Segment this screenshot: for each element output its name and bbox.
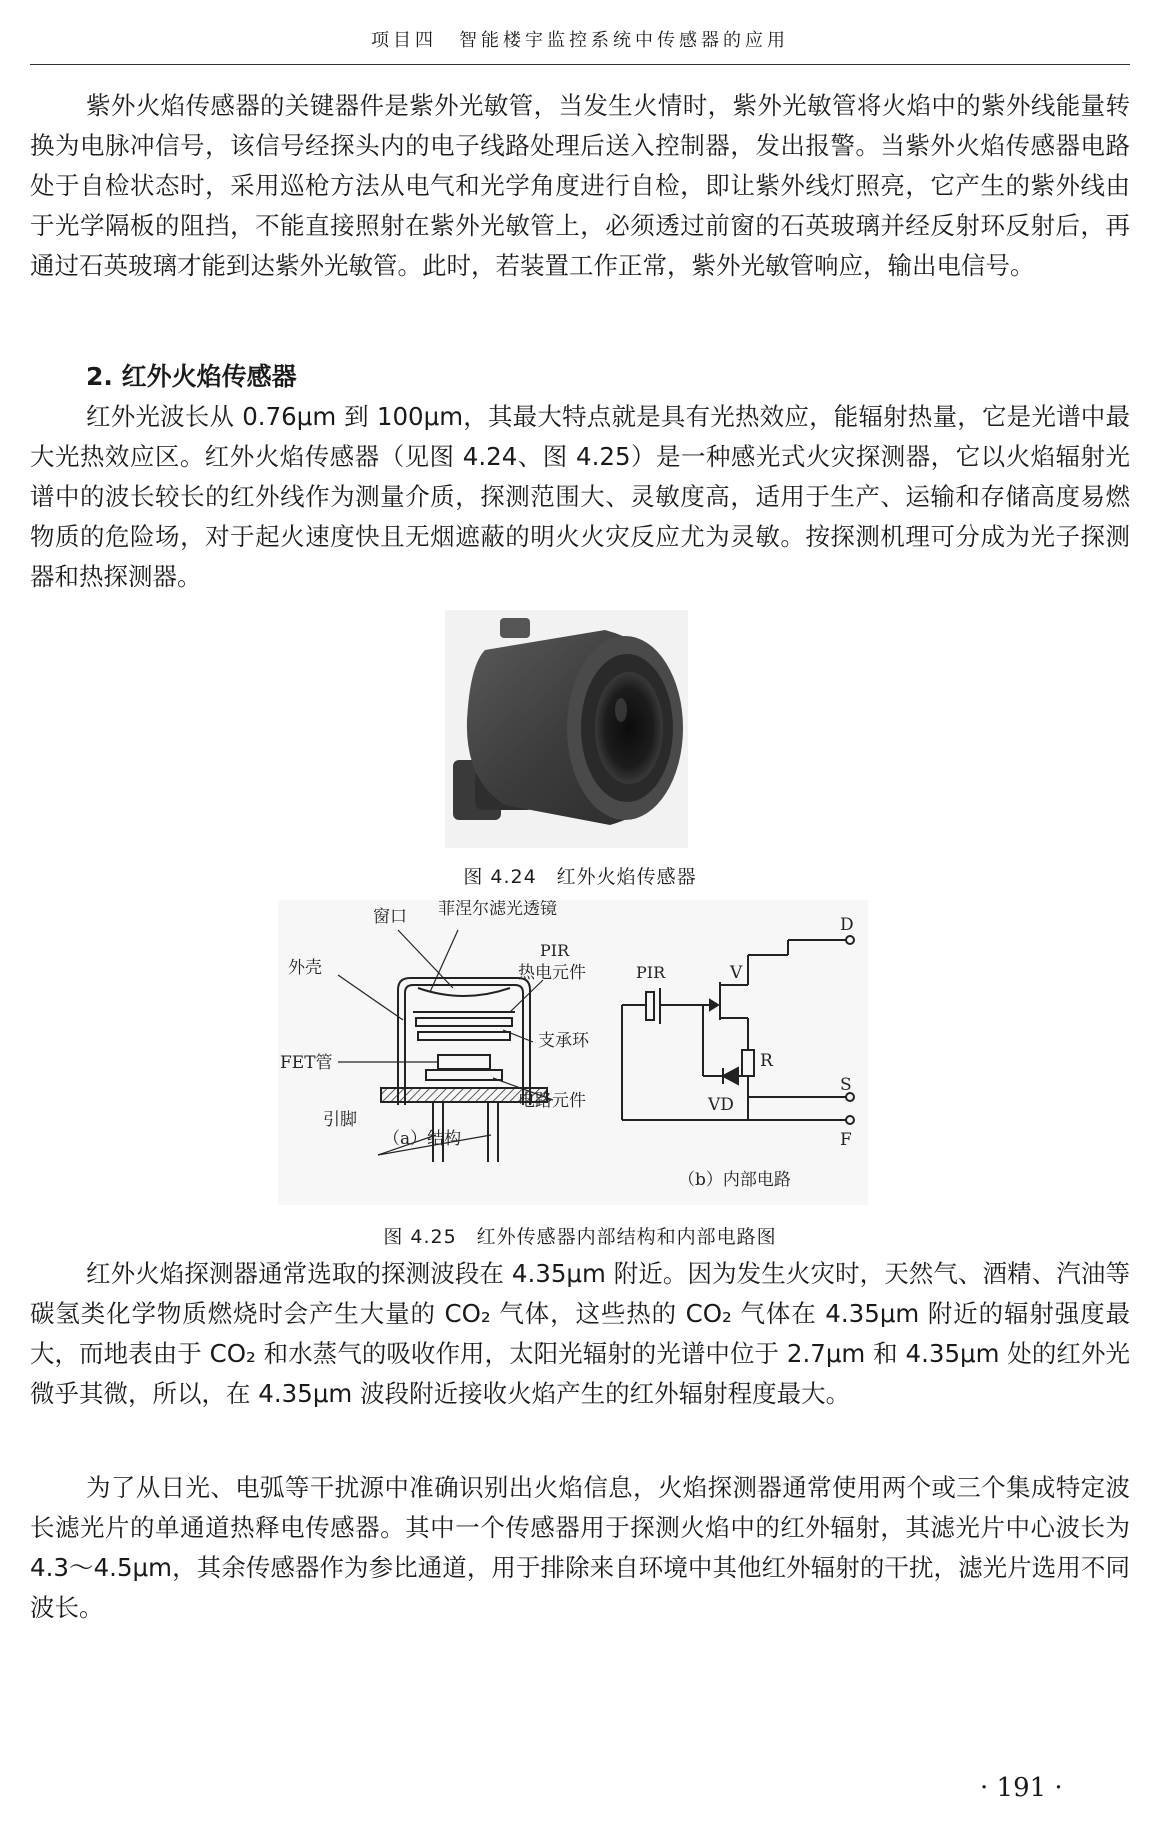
circuit-label-vd: VD [708, 1095, 734, 1115]
label-fresnel-lens: 菲涅尔滤光透镜 [438, 900, 557, 919]
paragraph-uv-sensor: 紫外火焰传感器的关键器件是紫外光敏管，当发生火情时，紫外光敏管将火焰中的紫外线能量转换为电脉冲信号，该信号经探头内的电子线路处理后送入控制器，发出报警。当紫外火焰传感器电路处于自检状态时，采用巡枪方法从电气和光学角度进行自检，即让紫外线灯照亮，它产生的紫外线由于光学隔板的阻挡，不能直接照射在紫外光敏管上，必须透过前窗的石英玻璃并经反射环反射后，再通过石英玻璃才能到达紫外光敏管。此时，若装置工作正常，紫外光敏管响应，输出电信号。 [30, 91, 1130, 280]
paragraph-ir-intro: 红外光波长从 0.76μm 到 100μm，其最大特点就是具有光热效应，能辐射热量，它是光谱中最大光热效应区。红外火焰传感器（见图 4.24、图 4.25）是一种感光式火灾探测器，它以火焰辐射光谱中的波长较长的红外线作为测量介质，探测范围大、灵敏度高，适用于生产、运输和存储高度易燃物质的危险场，对于起火速度快且无烟遮蔽的明火火灾反应尤为灵敏。按探测机理可分成为光子探测器和热探测器。 [30, 402, 1130, 591]
section-title: 2. 红外火焰传感器 [86, 362, 297, 391]
running-header: 项目四 智能楼宇监控系统中传感器的应用 [371, 30, 789, 51]
circuit-label-pir: PIR [636, 963, 666, 982]
label-pir: PIR [540, 941, 570, 960]
ir-sensor-structure-diagram [278, 900, 868, 1205]
paragraph-ir-channels: 为了从日光、电弧等干扰源中准确识别出火焰信息，火焰探测器通常使用两个或三个集成特定波长滤光片的单通道热释电传感器。其中一个传感器用于探测火焰中的红外辐射，其滤光片中心波长为 4.3～4.5μm，其余传感器作为参比通道，用于排除来自环境中其他红外辐射的干扰，滤光片选用不同波长。 [30, 1473, 1130, 1622]
page-number: · 191 · [980, 1773, 1063, 1803]
figure-4-25-caption: 图 4.25 红外传感器内部结构和内部电路图 [383, 1226, 777, 1248]
label-fet: FET管 [280, 1053, 333, 1073]
header-divider [30, 64, 1130, 65]
paragraph-ir-band: 红外火焰探测器通常选取的探测波段在 4.35μm 附近。因为发生火灾时，天然气、酒精、汽油等碳氢类化学物质燃烧时会产生大量的 CO₂ 气体，这些热的 CO₂ 气体在 4.35μm 附近的辐射强度最大，而地表由于 CO₂ 和水蒸气的吸收作用，太阳光辐射的光谱中位于 2.7μm 和 4.35μm 处的红外光微乎其微，所以，在 4.35μm 波段附近接收火焰产生的红外辐射程度最大。 [30, 1259, 1130, 1408]
label-circuit-element: 电路元件 [518, 1091, 586, 1111]
circuit-label-d: D [840, 915, 854, 935]
circuit-label-s: S [840, 1075, 852, 1095]
figure-4-24-caption: 图 4.24 红外火焰传感器 [463, 866, 697, 888]
circuit-label-r: R [760, 1051, 773, 1071]
circuit-label-f: F [840, 1130, 852, 1150]
label-window: 窗口 [373, 907, 407, 927]
subcaption-b: （b）内部电路 [678, 1170, 791, 1190]
subcaption-a: （a）结构 [383, 1129, 462, 1149]
circuit-label-v: V [730, 963, 743, 983]
ir-flame-sensor-photo [445, 610, 688, 848]
label-pins: 引脚 [323, 1110, 357, 1130]
label-pyroelectric: 热电元件 [518, 963, 586, 983]
label-support-ring: 支承环 [538, 1031, 589, 1051]
label-shell: 外壳 [288, 958, 322, 978]
